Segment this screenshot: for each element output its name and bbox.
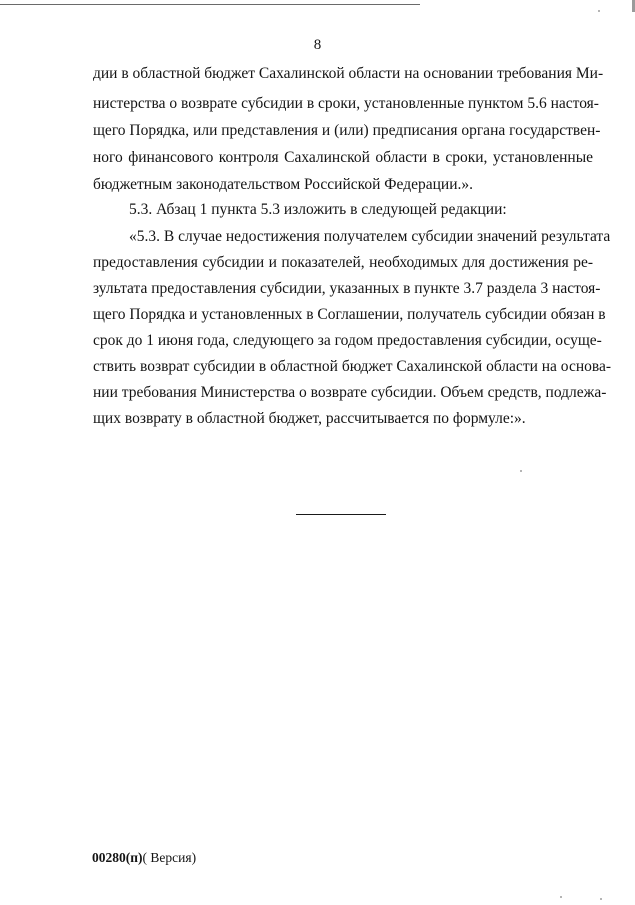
text-line: предоставления субсидии и показателей, необходимых для достижения ре- (93, 254, 593, 271)
text-line: нии требования Министерства о возврате субсидии. Объем средств, подлежа- (93, 384, 607, 401)
end-separator-line (296, 514, 386, 515)
text-line: щих возврату в областной бюджет, рассчитывается по формуле:». (93, 410, 526, 427)
document-code: 00280(п) (92, 850, 143, 865)
text-line: щего Порядка и установленных в Соглашении, получатель субсидии обязан в (93, 306, 606, 323)
scan-speck (600, 898, 602, 900)
page-number: 8 (313, 37, 322, 53)
text-line: «5.3. В случае недостижения получателем субсидии значений результата (129, 228, 611, 245)
scan-edge-line (0, 4, 420, 5)
scan-speck (560, 896, 562, 898)
text-line: бюджетным законодательством Российской Федерации.». (93, 176, 473, 193)
text-line: дии в областной бюджет Сахалинской области на основании требования Ми- (93, 65, 604, 82)
document-version: ( Версия) (142, 850, 197, 865)
scan-speck (520, 470, 522, 472)
text-line: нистерства о возврате субсидии в сроки, установленные пунктом 5.6 настоя- (93, 95, 599, 112)
text-line: 5.3. Абзац 1 пункта 5.3 изложить в следующей редакции: (129, 201, 507, 218)
text-line: срок до 1 июня года, следующего за годом предоставления субсидии, осуще- (93, 332, 602, 349)
text-line: ствить возврат субсидии в областной бюджет Сахалинской области на основа- (93, 358, 612, 375)
text-line: зультата предоставления субсидии, указанных в пункте 3.7 раздела 3 настоя- (93, 280, 601, 297)
scan-speck (598, 10, 600, 12)
text-line: щего Порядка, или представления и (или) предписания органа государствен- (93, 122, 601, 139)
text-line: ного финансового контроля Сахалинской области в сроки, установленные (93, 149, 593, 166)
document-footer (92, 850, 196, 866)
